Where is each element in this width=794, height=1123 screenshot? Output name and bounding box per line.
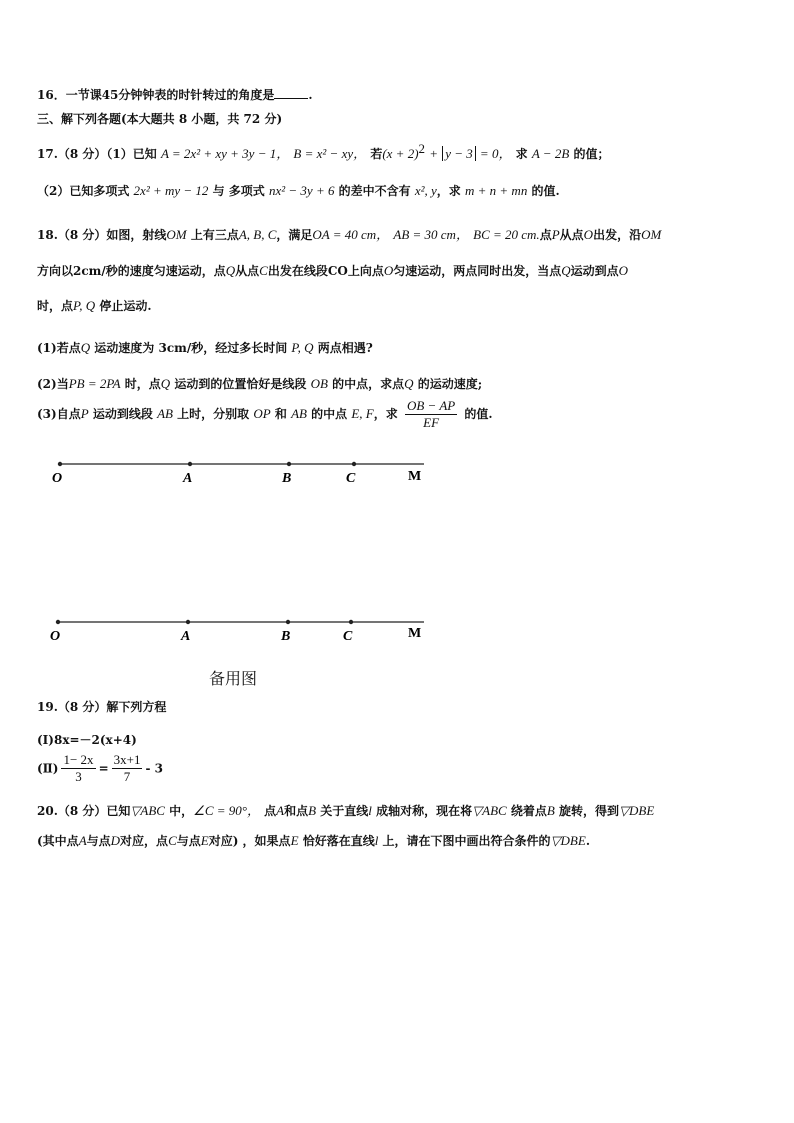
label-o: O <box>52 471 63 486</box>
q19-fraction-2 <box>112 752 143 785</box>
q17-poly-1: 2x² + my − 12 <box>133 183 209 198</box>
q18-math: OM <box>641 227 662 242</box>
fraction-denominator: 7 <box>123 769 131 784</box>
q18-math: OA = 40 cm， <box>312 227 390 242</box>
q18-math: OM <box>166 227 187 242</box>
q20-text: 对应) ，如果点 <box>208 834 291 848</box>
q17-p2-prefix: （2）已知多项式 <box>37 184 130 198</box>
q20-math: ▽DBE <box>619 803 655 818</box>
q18-math: Q <box>561 263 571 278</box>
q20-text: 和点 <box>284 804 309 818</box>
q18-text: 运动到的位置恰好是线段 <box>174 377 307 391</box>
q18-text: 上时，分别取 <box>177 407 250 421</box>
q20-math: ▽ABC <box>472 803 507 818</box>
q18-math: O <box>618 263 629 278</box>
q17-p2-expr: m + n + mn <box>465 183 528 198</box>
q20-math: ▽ABC <box>130 803 165 818</box>
q20-math: l <box>374 833 379 848</box>
fraction-numerator: 3x+1 <box>113 752 141 767</box>
q20-text: 恰好落在直线 <box>302 834 375 848</box>
q18-text: 停止运动. <box>99 299 152 313</box>
label-a: A <box>183 471 193 486</box>
q18-text: 和 <box>274 407 287 421</box>
backup-point-a <box>186 620 190 624</box>
q20-math: ▽DBE <box>550 833 586 848</box>
question-19-eq-1 <box>37 731 137 748</box>
q20-text: 与点 <box>86 834 111 848</box>
q20-text: 关于直线 <box>320 804 369 818</box>
q18-text: 运动到点 <box>570 264 619 278</box>
q17-p2-mid1: 与 多项式 <box>212 184 265 198</box>
backup-figure-caption: 备用图 <box>209 669 258 688</box>
point-a <box>188 462 192 466</box>
q17-p2-ask: ，求 <box>436 184 461 198</box>
q18-text: 18.（8 分）如图，射线 <box>37 228 167 242</box>
q19-equation-1: (Ⅰ)8x=－2(x+4) <box>37 733 137 747</box>
fraction-denominator: 3 <box>75 769 82 784</box>
q18-math: P, Q <box>73 298 96 313</box>
question-17-part-1: 17.（8 分）（1）已知 A = 2x² + xy + 3y − 1， B = x² − xy， 若$(x + 2)^2 + y - 3 = 0$， 求 A − 2B 的值； <box>37 141 610 161</box>
q17-expr-b: B = x² − xy， <box>293 146 367 161</box>
label-m: M <box>408 469 422 484</box>
q18-math: A, B, C <box>238 227 277 242</box>
q18-text: 从点 <box>235 264 260 278</box>
q20-math: A <box>276 803 285 818</box>
q18-text: 运动到线段 <box>92 407 153 421</box>
q17-prefix: 17.（8 分）（1）已知 <box>37 147 157 161</box>
q20-math: l <box>368 803 372 818</box>
q19-fraction-1 <box>61 752 95 785</box>
q17-target-expr: A − 2B <box>531 146 570 161</box>
q16-text: 16．一节课45分钟钟表的时针转过的角度是 <box>37 88 275 102</box>
q18-math: PB = 2PA <box>68 376 121 391</box>
point-c <box>352 462 356 466</box>
backup-label-b: B <box>281 629 291 644</box>
q18-math: Q <box>80 340 91 355</box>
q17-poly-2: nx² − 3y + 6 <box>268 183 335 198</box>
q18-math: O <box>383 263 394 278</box>
q18-math: AB <box>157 406 173 421</box>
q18-math: C <box>259 263 268 278</box>
q18-text: 点 <box>539 228 552 242</box>
question-20-line-2 <box>37 832 590 849</box>
q18-math: E, F <box>351 406 374 421</box>
q20-text: (其中点 <box>37 834 79 848</box>
q18-text: 从点 <box>559 228 584 242</box>
fraction-numerator: OB − AP <box>406 398 456 413</box>
q18-text: (2)当 <box>37 377 69 391</box>
question-19-title <box>37 698 166 715</box>
fraction-numerator: 1− 2x <box>63 752 94 767</box>
backup-point-c <box>349 620 353 624</box>
question-20-line-1 <box>37 800 654 819</box>
q20-text: 点 <box>264 804 277 818</box>
q18-text: 时，点 <box>124 377 161 391</box>
q18-math: Q <box>404 376 414 391</box>
q20-text: 中， <box>169 804 194 818</box>
q18-text: (3)自点 <box>37 407 81 421</box>
q19-eq2-prefix: (Ⅱ) <box>37 761 59 776</box>
section-header-text: 三、解下列各题(本大题共 8 小题，共 72 分) <box>37 112 283 126</box>
q17-vars: x², y <box>414 183 437 198</box>
q18-text: ，满足 <box>276 228 313 242</box>
question-19-eq-2 <box>37 752 163 785</box>
point-b <box>287 462 291 466</box>
q18-text: 匀速运动，两点同时出发，当点 <box>393 264 562 278</box>
q18-math: Q <box>160 376 171 391</box>
q19-eq-sign: = <box>98 761 109 776</box>
q17-expr-a: A = 2x² + xy + 3y − 1， <box>160 146 290 161</box>
q18-math: AB <box>291 406 307 421</box>
q18-math: P <box>80 406 89 421</box>
q20-math: D <box>110 833 121 848</box>
backup-point-o <box>56 620 60 624</box>
q20-text: 对应，点 <box>120 834 169 848</box>
q17-p2-end: 的值. <box>531 184 560 198</box>
q17-p2-mid2: 的差中不含有 <box>338 184 411 198</box>
q19-eq2-tail: - 3 <box>145 761 163 776</box>
q18-math: BC = 20 cm. <box>473 227 540 242</box>
q18-text: 的运动速度; <box>417 377 483 391</box>
label-c: C <box>346 471 356 486</box>
q18-text: 两点相遇? <box>317 341 373 355</box>
q16-end: . <box>308 88 313 102</box>
q20-math: B <box>546 803 555 818</box>
q17-cond-abs: y − 3 <box>442 146 476 161</box>
q18-math: AB = 30 cm， <box>393 227 469 242</box>
q18-math: P, Q <box>291 340 314 355</box>
q18-text: 的中点 <box>311 407 348 421</box>
q18-text: 上有三点 <box>190 228 239 242</box>
backup-point-b <box>286 620 290 624</box>
backup-label-c: C <box>343 629 353 644</box>
q18-math: P <box>551 227 560 242</box>
q19-title-text: 19.（8 分）解下列方程 <box>37 700 167 714</box>
backup-label-o: O <box>50 629 61 644</box>
label-b: B <box>282 471 292 486</box>
q20-text: 旋转，得到 <box>559 804 620 818</box>
q20-text: 20.（8 分）已知 <box>37 804 131 818</box>
q18-math: O <box>583 227 594 242</box>
q18-text: 出发在线段CO上向点 <box>267 264 384 278</box>
q18-text: 的值. <box>464 407 493 421</box>
q20-text: 与点 <box>176 834 201 848</box>
q20-math: C <box>168 833 177 848</box>
q17-cond-plus: + <box>429 146 438 161</box>
fraction-denominator: EF <box>423 415 440 430</box>
q20-text: . <box>585 834 591 848</box>
q18-text: 运动速度为 3cm/秒，经过多长时间 <box>94 341 288 355</box>
q20-text: 绕着点 <box>510 804 547 818</box>
q18-text: 出发，沿 <box>593 228 642 242</box>
q18-text: 的中点，求点 <box>332 377 405 391</box>
q20-math: A <box>78 833 87 848</box>
q17-if: 若 <box>370 147 383 161</box>
q17-ask: 求 <box>515 147 528 161</box>
q20-math: E <box>290 833 299 848</box>
q18-text: 方向以2cm/秒的速度匀速运动，点 <box>37 264 226 278</box>
q17-cond-square: (x + 2) <box>382 146 419 161</box>
q18-math: Q <box>225 263 236 278</box>
q20-math: ∠C = 90°， <box>193 803 260 818</box>
q18-text: ，求 <box>373 407 398 421</box>
backup-label-a: A <box>181 629 191 644</box>
q20-math: E <box>200 833 209 848</box>
backup-label-m: M <box>408 626 422 641</box>
q18-math: OB <box>310 376 328 391</box>
q17-end: 的值； <box>573 147 610 161</box>
q18-text: 时，点 <box>37 299 74 313</box>
q20-text: 上，请在下图中画出符合条件的 <box>382 834 551 848</box>
q20-text: 成轴对称，现在将 <box>376 804 473 818</box>
q18-text: (1)若点 <box>37 341 81 355</box>
q18-math: OP <box>253 406 271 421</box>
q17-cond-eq: = 0， <box>479 146 512 161</box>
point-o <box>58 462 62 466</box>
q20-math: B <box>308 803 317 818</box>
